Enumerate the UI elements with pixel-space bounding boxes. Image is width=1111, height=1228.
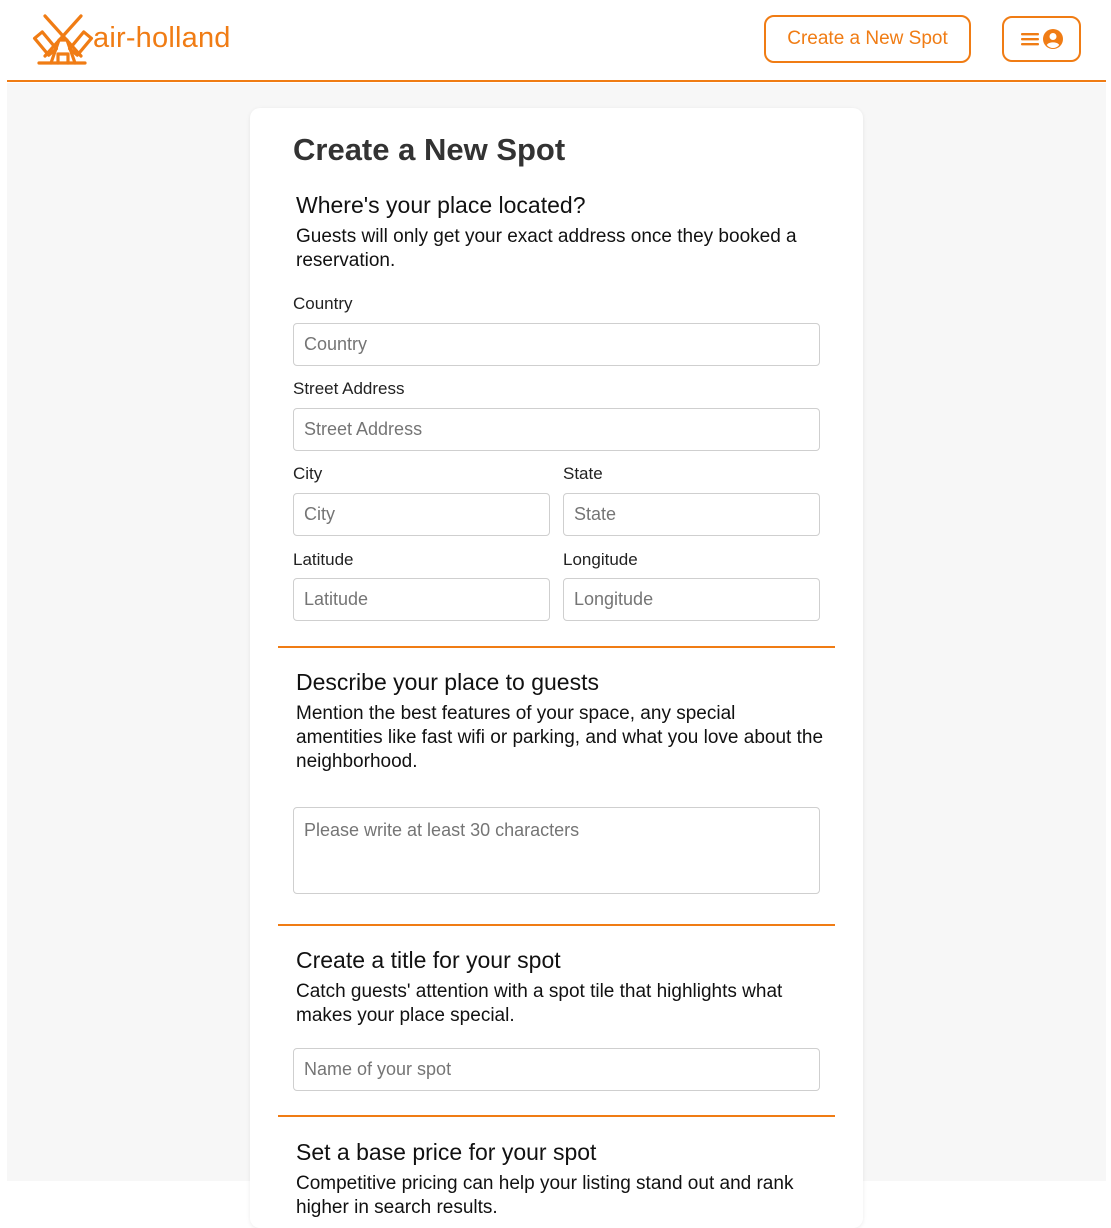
section-divider	[278, 1115, 835, 1117]
location-section-description: Guests will only get your exact address once they booked a reservation.	[296, 226, 797, 271]
logo[interactable]	[37, 10, 231, 66]
price-section-description: Competitive pricing can help your listing stand out and rank higher in search results.	[296, 1173, 794, 1218]
longitude-input[interactable]	[563, 578, 820, 621]
brand-name: air-holland	[93, 21, 231, 54]
page-title: Create a New Spot	[293, 132, 566, 167]
describe-section-description: Mention the best features of your space, any special amentities like fast wifi or parking, and what you love about the neighborhood.	[296, 703, 824, 772]
create-spot-form	[250, 108, 863, 1228]
describe-section-title: Describe your place to guests	[296, 669, 599, 695]
latitude-input[interactable]	[293, 578, 550, 621]
hamburger-icon	[1021, 31, 1041, 47]
section-divider	[278, 924, 835, 926]
price-section-title: Set a base price for your spot	[296, 1139, 597, 1165]
country-input[interactable]	[293, 323, 820, 366]
city-input[interactable]	[293, 493, 550, 536]
user-circle-icon	[1043, 29, 1063, 49]
location-section-title: Where's your place located?	[296, 192, 586, 218]
state-label: State	[563, 464, 603, 483]
spot-name-input[interactable]	[293, 1048, 820, 1091]
title-section-description: Catch guests' attention with a spot tile that highlights what makes your place special.	[296, 981, 783, 1026]
latitude-label: Latitude	[293, 550, 354, 569]
section-divider	[278, 646, 835, 648]
street-address-input[interactable]	[293, 408, 820, 451]
state-input[interactable]	[563, 493, 820, 536]
profile-menu-button[interactable]	[1002, 16, 1081, 62]
street-address-label: Street Address	[293, 379, 405, 398]
top-header	[7, 0, 1106, 82]
title-section-title: Create a title for your spot	[296, 947, 561, 973]
city-label: City	[293, 464, 323, 483]
description-textarea[interactable]	[293, 807, 820, 894]
longitude-label: Longitude	[563, 550, 638, 569]
country-label: Country	[293, 294, 353, 313]
create-new-spot-button[interactable]: Create a New Spot	[764, 15, 971, 63]
windmill-icon	[37, 10, 89, 66]
